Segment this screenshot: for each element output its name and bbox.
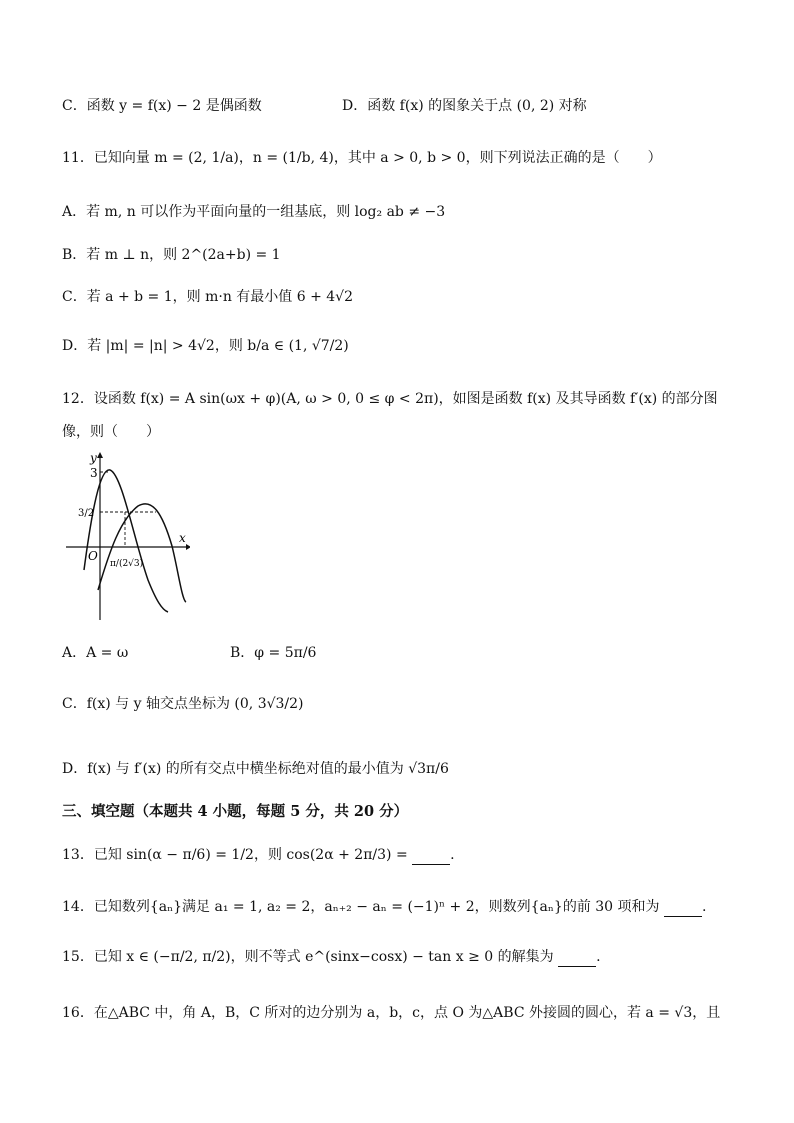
q15-text: 15．已知 x ∈ (−π/2, π/2)，则不等式 e^(sinx−cosx) − tan x ≥ 0 的解集为 (62, 949, 554, 965)
q14-end: . (702, 899, 707, 915)
q15-answer-blank[interactable] (558, 952, 596, 967)
tick-label-3: 3 (90, 466, 98, 480)
q12-option-d: D．f(x) 与 f′(x) 的所有交点中横坐标绝对值的最小值为 √3π/6 (62, 761, 449, 777)
q16-stem: 16．在△ABC 中，角 A，B，C 所对的边分别为 a，b，c，点 O 为△ABC 外接圆的圆心，若 a = √3，且 (62, 1005, 721, 1021)
q11-option-b: B．若 m ⊥ n，则 2^(2a+b) = 1 (62, 247, 281, 263)
q11-option-d: D．若 |m| = |n| > 4√2，则 b/a ∈ (1, √7/2) (62, 338, 349, 354)
q12-graph-svg (60, 450, 190, 625)
tick-label-3-2: 3/2 (78, 508, 95, 519)
q11-stem: 11．已知向量 m = (2, 1/a)，n = (1/b, 4)，其中 a > 0, b > 0，则下列说法正确的是（ ） (62, 150, 662, 166)
y-axis-label: y (90, 451, 97, 465)
tick-label-pi: π/(2√3) (110, 559, 144, 569)
q12-option-a: A．A = ω (62, 645, 129, 661)
q14-answer-blank[interactable] (664, 902, 702, 917)
q12-stem-continued: 像，则（ ） (62, 424, 160, 440)
x-axis-label: x (179, 531, 186, 545)
q14-text: 14．已知数列{aₙ}满足 a₁ = 1, a₂ = 2，aₙ₊₂ − aₙ = (−1)ⁿ + 2，则数列{aₙ}的前 30 项和为 (62, 899, 660, 915)
q12-option-c: C．f(x) 与 y 轴交点坐标为 (0, 3√3/2) (62, 696, 304, 712)
q13-answer-blank[interactable] (412, 850, 450, 865)
section-title: 三、填空题（本题共 4 小题，每题 5 分，共 20 分） (62, 803, 409, 820)
q12-function-graph (60, 450, 190, 625)
q11-option-c: C．若 a + b = 1，则 m·n 有最小值 6 + 4√2 (62, 289, 354, 305)
q10-option-c: C．函数 y = f(x) − 2 是偶函数 (62, 98, 262, 114)
q13-text: 13．已知 sin(α − π/6) = 1/2，则 cos(2α + 2π/3) = (62, 847, 408, 863)
q13-end: . (450, 847, 455, 863)
q10-option-d: D．函数 f(x) 的图象关于点 (0, 2) 对称 (342, 98, 587, 114)
q11-option-a: A．若 m, n 可以作为平面向量的一组基底，则 log₂ ab ≠ −3 (62, 204, 446, 220)
q13 (62, 845, 455, 865)
origin-label: O (88, 549, 98, 563)
q15-end: . (596, 949, 601, 965)
q15 (62, 947, 601, 967)
q12-stem: 12．设函数 f(x) = A sin(ωx + φ)(A, ω > 0, 0 ≤ φ < 2π)，如图是函数 f(x) 及其导函数 f′(x) 的部分图 (62, 391, 718, 407)
q12-option-b: B．φ = 5π/6 (230, 645, 317, 661)
q14 (62, 897, 706, 917)
